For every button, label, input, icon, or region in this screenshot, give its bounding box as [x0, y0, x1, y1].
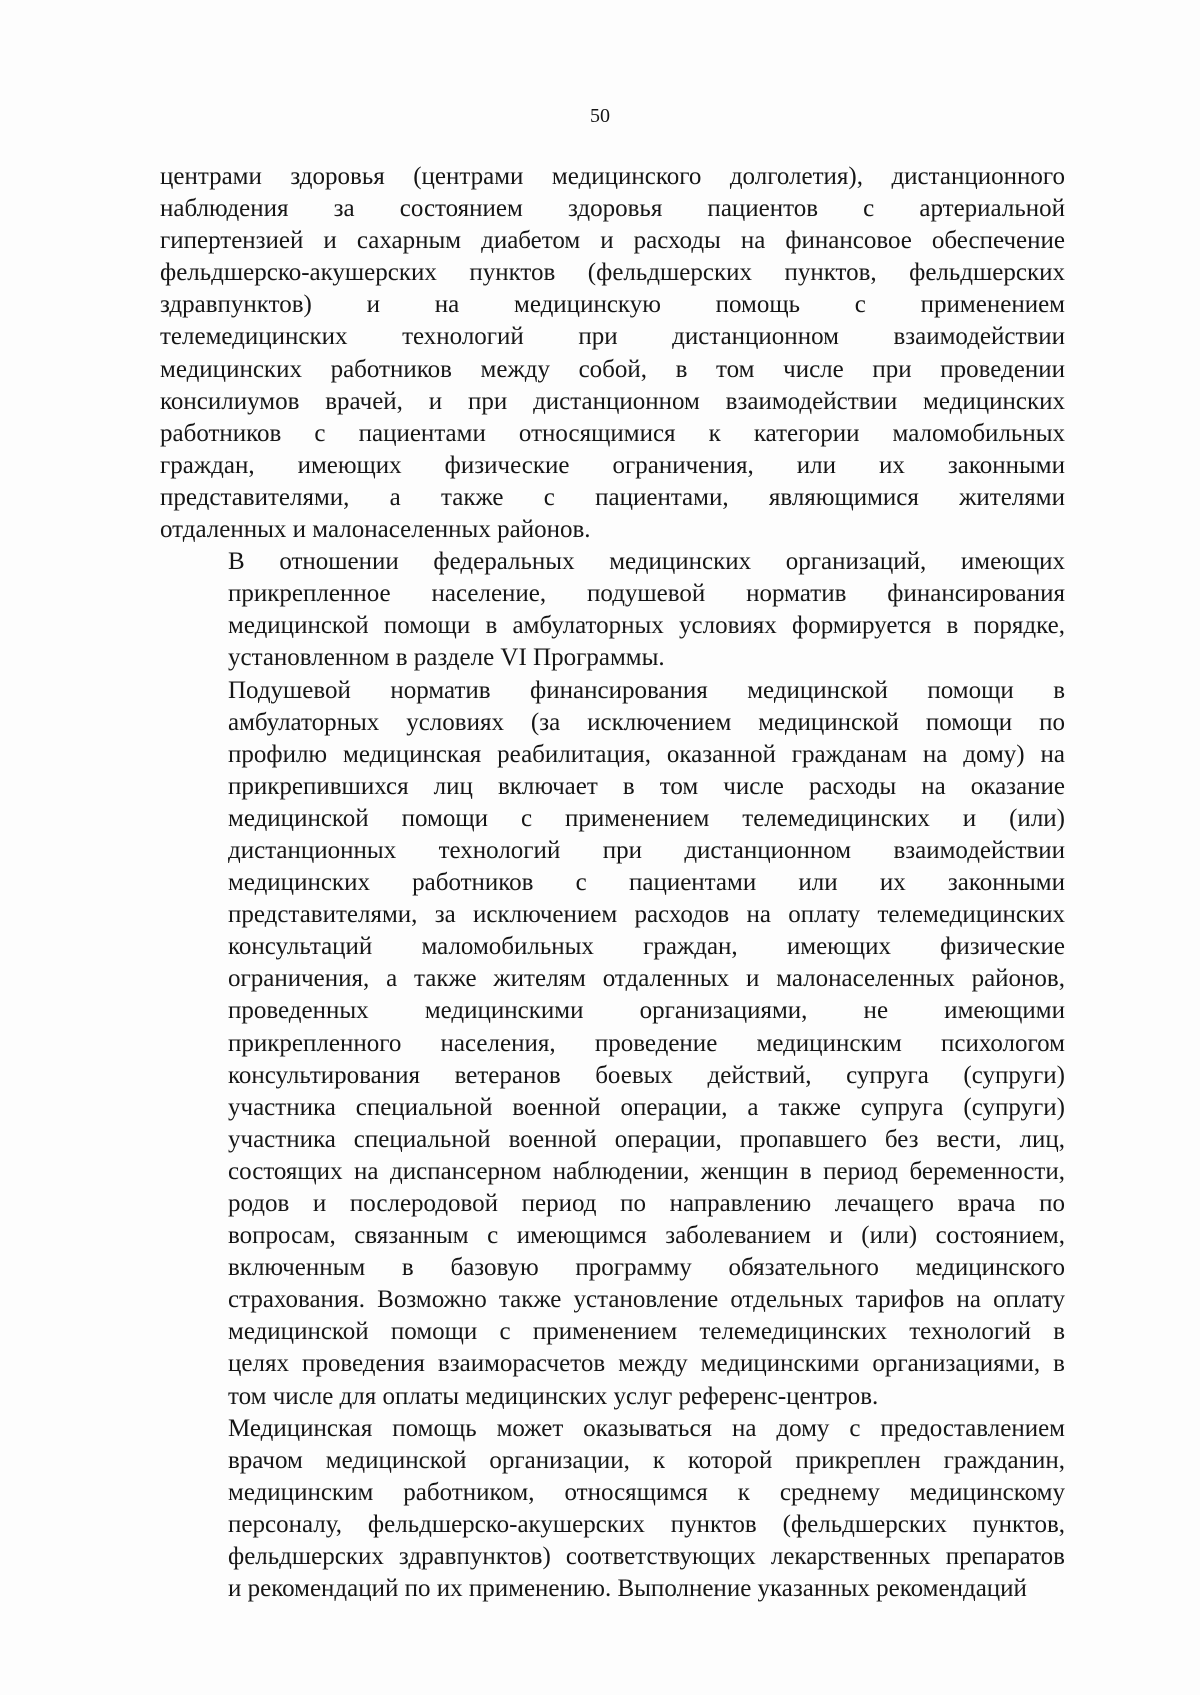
text-line: Подушевой норматив финансирования медицинской помощи в — [228, 676, 1065, 704]
text-line: и рекомендаций по их применению. Выполнение указанных рекомендаций — [228, 1575, 1027, 1603]
text-line: медицинских работников между собой, в том числе при проведении — [160, 355, 1065, 383]
text-line: том числе для оплаты медицинских услуг референс-центров. — [228, 1382, 879, 1410]
text-line: консилиумов врачей, и при дистанционном взаимодействии медицинских — [160, 387, 1065, 415]
paragraph — [160, 161, 1065, 546]
text-line: родов и послеродовой период по направлению лечащего врача по — [228, 1190, 1065, 1217]
text-line: телемедицинских технологий при дистанционном взаимодействии — [160, 323, 1065, 351]
text-line: медицинской помощи с применением телемедицинских и (или) — [228, 804, 1065, 832]
text-line: фельдшерско-акушерских пунктов (фельдшерских пунктов, фельдшерских — [160, 259, 1065, 287]
text-line: амбулаторных условиях (за исключением медицинской помощи по — [228, 708, 1065, 736]
text-line: Медицинская помощь может оказываться на дому с предоставлением — [228, 1414, 1065, 1442]
paragraph — [160, 1413, 1065, 1606]
text-line: медицинских работников с пациентами или их законными — [228, 869, 1065, 897]
text-line: отдаленных и малонаселенных районов. — [160, 516, 591, 544]
text-line: состоящих на диспансерном наблюдении, женщин в период беременности, — [228, 1157, 1065, 1185]
document-body — [160, 161, 1065, 1605]
text-line: включенным в базовую программу обязательного медицинского — [228, 1254, 1065, 1282]
text-line: В отношении федеральных медицинских организаций, имеющих — [228, 548, 1065, 576]
text-line: врачом медицинской организации, к которой прикреплен гражданин, — [228, 1446, 1065, 1474]
text-line: центрами здоровья (центрами медицинского долголетия), дистанционного — [160, 163, 1065, 190]
paragraph — [160, 675, 1065, 1413]
text-line: установленном в разделе VI Программы. — [228, 644, 665, 672]
text-line: граждан, имеющих физические ограничения, или их законными — [160, 451, 1065, 479]
text-line: профилю медицинская реабилитация, оказанной гражданам на дому) на — [228, 740, 1065, 768]
text-line: участника специальной военной операции, пропавшего без вести, лиц, — [228, 1125, 1065, 1153]
text-line: консультирования ветеранов боевых действий, супруга (супруги) — [228, 1061, 1065, 1089]
text-line: фельдшерских здравпунктов) соответствующих лекарственных препаратов — [228, 1543, 1065, 1571]
text-line: прикрепленного населения, проведение медицинским психологом — [228, 1029, 1065, 1057]
text-line: наблюдения за состоянием здоровья пациентов с артериальной — [160, 195, 1065, 223]
text-line: дистанционных технологий при дистанционном взаимодействии — [228, 836, 1065, 864]
text-line: медицинской помощи в амбулаторных условиях формируется в порядке, — [228, 612, 1065, 640]
page-number: 50 — [590, 105, 610, 127]
text-line: консультаций маломобильных граждан, имеющих физические — [228, 933, 1065, 961]
text-line: представителями, за исключением расходов на оплату телемедицинских — [228, 901, 1065, 929]
text-line: проведенных медицинскими организациями, не имеющими — [228, 997, 1065, 1025]
text-line: работников с пациентами относящимися к категории маломобильных — [160, 419, 1065, 447]
text-line: ограничения, а также жителям отдаленных и малонаселенных районов, — [228, 965, 1065, 993]
text-line: прикрепившихся лиц включает в том числе расходы на оказание — [228, 772, 1065, 800]
text-line: участника специальной военной операции, а также супруга (супруги) — [228, 1093, 1065, 1121]
text-line: целях проведения взаиморасчетов между медицинскими организациями, в — [228, 1350, 1065, 1378]
text-line: страхования. Возможно также установление отдельных тарифов на оплату — [228, 1286, 1065, 1314]
text-line: прикрепленное население, подушевой норматив финансирования — [228, 580, 1065, 608]
text-line: медицинским работником, относящимся к среднему медицинскому — [228, 1478, 1065, 1506]
text-line: представителями, а также с пациентами, являющимися жителями — [160, 483, 1065, 511]
text-line: вопросам, связанным с имеющимся заболеванием и (или) состоянием, — [228, 1222, 1065, 1250]
text-line: медицинской помощи с применением телемедицинских технологий в — [228, 1318, 1065, 1346]
text-line: персоналу, фельдшерско-акушерских пунктов (фельдшерских пунктов, — [228, 1510, 1065, 1538]
text-line: гипертензией и сахарным диабетом и расходы на финансовое обеспечение — [160, 227, 1065, 255]
paragraph — [160, 546, 1065, 674]
text-line: здравпунктов) и на медицинскую помощь с применением — [160, 291, 1065, 319]
